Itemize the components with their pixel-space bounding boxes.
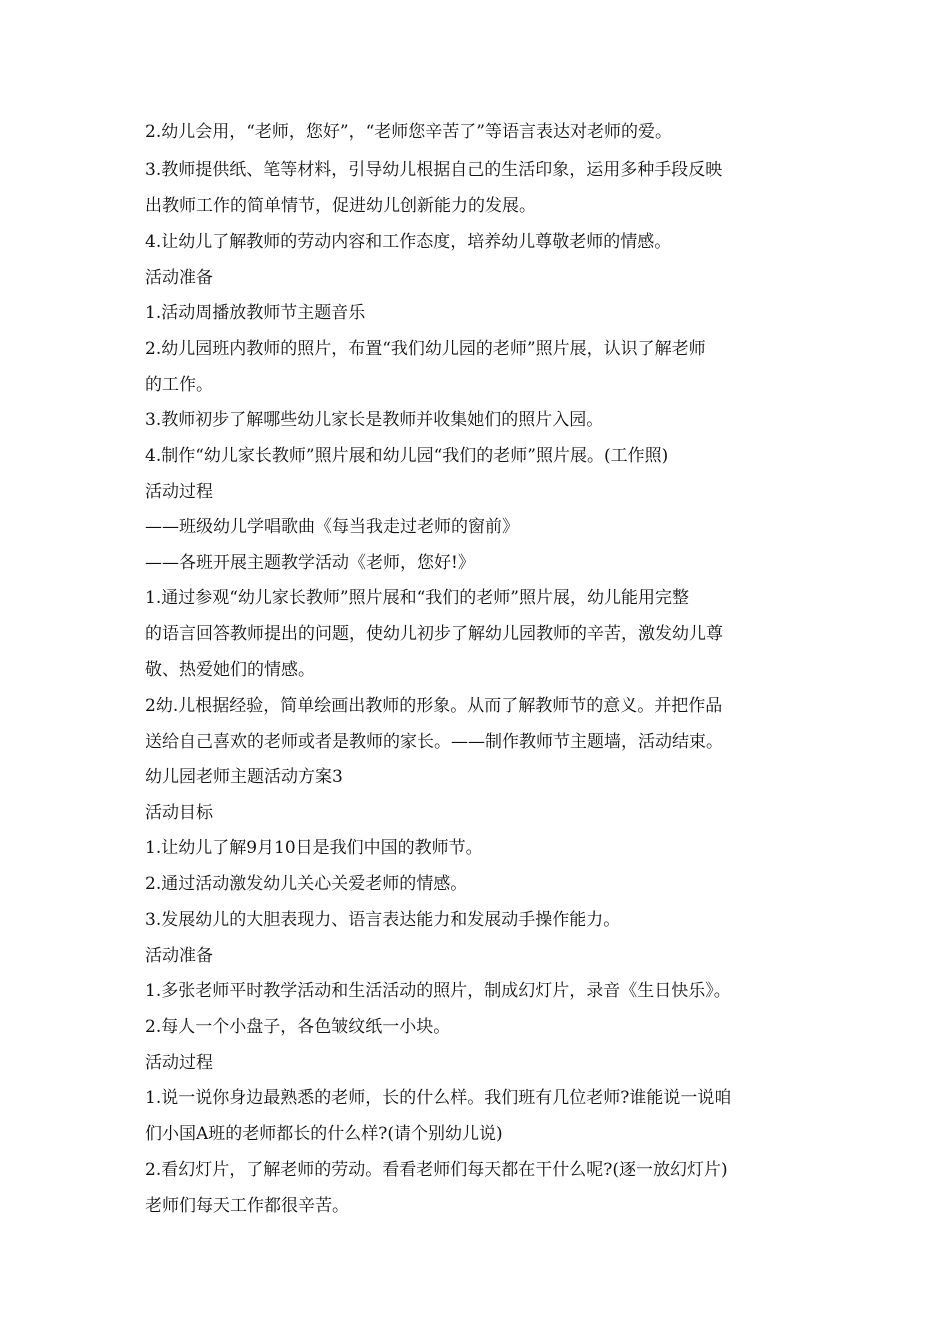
text-line: 1.让幼儿了解9月10日是我们中国的教师节。 xyxy=(145,838,483,858)
text-line: 2.幼儿会用，“老师，您好”，“老师您辛苦了”等语言表达对老师的爱。 xyxy=(145,122,672,142)
text-line: 1.说一说你身边最熟悉的老师，长的什么样。我们班有几位老师?谁能说一说咱 xyxy=(145,1088,732,1108)
text-line: 2.看幻灯片，了解老师的劳动。看看老师们每天都在干什么呢?(逐一放幻灯片) xyxy=(145,1160,728,1180)
text-line: 3.教师提供纸、笔等材料，引导幼儿根据自己的生活印象，运用多种手段反映 xyxy=(145,160,723,180)
section-heading: 活动准备 xyxy=(145,268,213,288)
text-line: 老师们每天工作都很辛苦。 xyxy=(145,1196,349,1216)
section-heading: 活动过程 xyxy=(145,1053,213,1073)
section-title: 幼儿园老师主题活动方案3 xyxy=(145,767,343,787)
text-line: 1.多张老师平时教学活动和生活活动的照片，制成幻灯片，录音《生日快乐》。 xyxy=(145,981,731,1001)
text-line: 们小国A班的老师都长的什么样?(请个别幼儿说) xyxy=(145,1124,503,1144)
text-line: 2.通过活动激发幼儿关心关爱老师的情感。 xyxy=(145,874,468,894)
text-line: 的工作。 xyxy=(145,375,213,395)
text-line: 4.制作“幼儿家长教师”照片展和幼儿园“我们的老师”照片展。(工作照) xyxy=(145,446,669,466)
text-line: 出教师工作的简单情节，促进幼儿创新能力的发展。 xyxy=(145,196,536,216)
text-line: 1.通过参观“幼儿家长教师”照片展和“我们的老师”照片展，幼儿能用完整 xyxy=(145,588,689,608)
text-line: 的语言回答教师提出的问题，使幼儿初步了解幼儿园教师的辛苦，激发幼儿尊 xyxy=(145,624,723,644)
text-line: 3.教师初步了解哪些幼儿家长是教师并收集她们的照片入园。 xyxy=(145,410,604,430)
text-line: 2幼.儿根据经验，简单绘画出教师的形象。从而了解教师节的意义。并把作品 xyxy=(145,696,723,716)
section-heading: 活动目标 xyxy=(145,803,213,823)
text-line: 3.发展幼儿的大胆表现力、语言表达能力和发展动手操作能力。 xyxy=(145,910,621,930)
section-heading: 活动准备 xyxy=(145,946,213,966)
text-line: ——班级幼儿学唱歌曲《每当我走过老师的窗前》 xyxy=(145,517,519,537)
text-line: ——各班开展主题教学活动《老师，您好!》 xyxy=(145,553,475,573)
text-line: 1.活动周播放教师节主题音乐 xyxy=(145,303,366,323)
text-line: 送给自己喜欢的老师或者是教师的家长。——制作教师节主题墙，活动结束。 xyxy=(145,732,723,752)
text-line: 敬、热爱她们的情感。 xyxy=(145,660,315,680)
text-line: 2.幼儿园班内教师的照片，布置“我们幼儿园的老师”照片展，认识了解老师 xyxy=(145,339,706,359)
text-line: 2.每人一个小盘子，各色皱纹纸一小块。 xyxy=(145,1017,451,1037)
text-line: 4.让幼儿了解教师的劳动内容和工作态度，培养幼儿尊敬老师的情感。 xyxy=(145,232,672,252)
section-heading: 活动过程 xyxy=(145,482,213,502)
